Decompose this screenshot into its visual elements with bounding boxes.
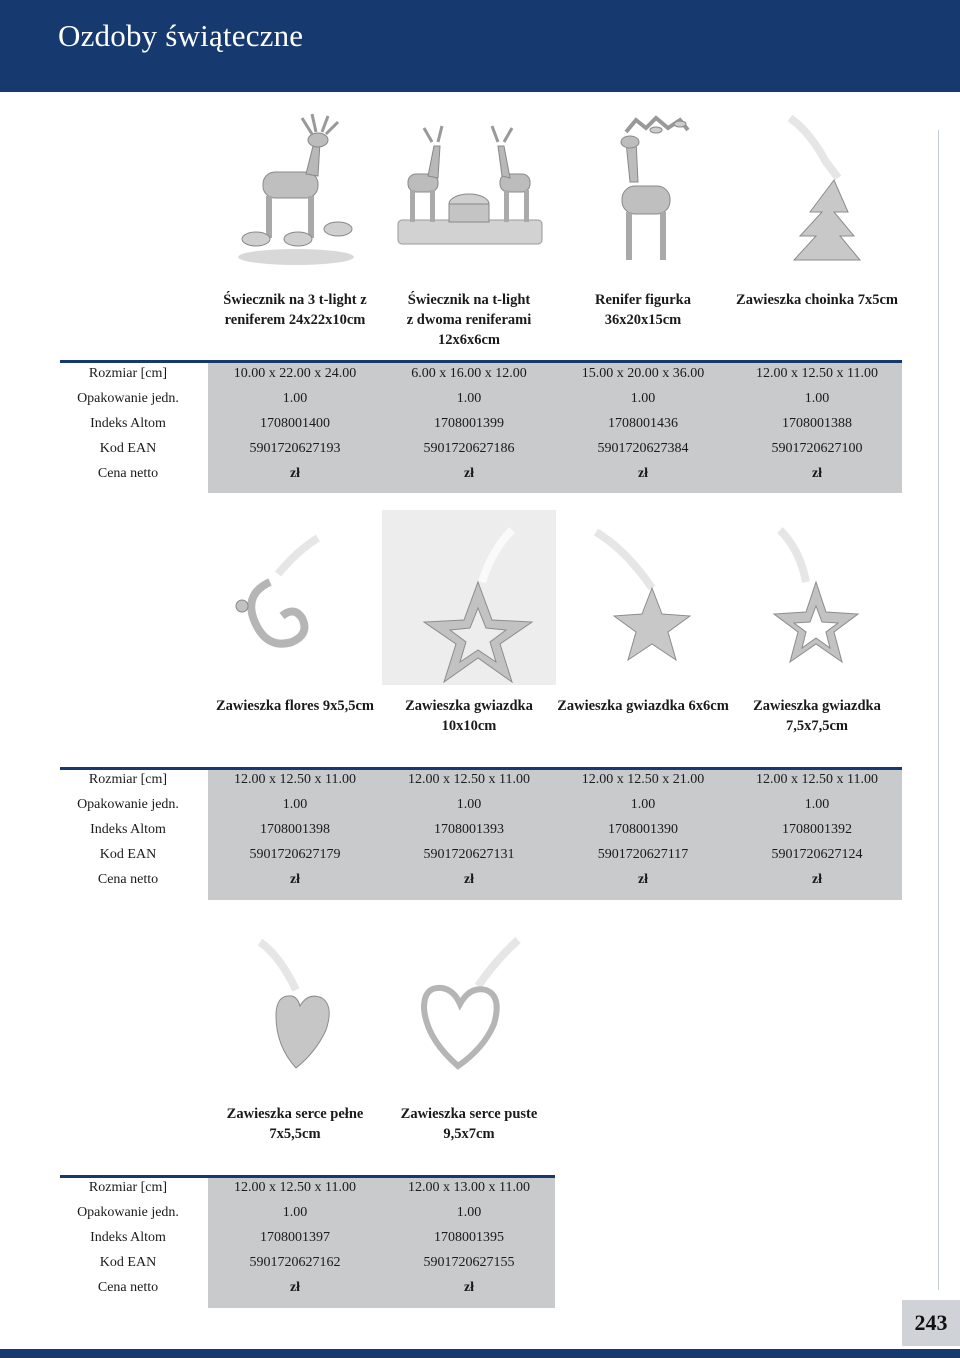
cell-index: 1708001398 bbox=[260, 822, 330, 837]
name-line: 10x10cm bbox=[441, 718, 497, 734]
cell-price: zł bbox=[463, 872, 475, 887]
product-name bbox=[556, 290, 730, 330]
cell-ean: 5901720627384 bbox=[597, 441, 689, 456]
label-ean: Kod EAN bbox=[99, 1255, 157, 1270]
cell-size: 10.00 x 22.00 x 24.00 bbox=[233, 366, 357, 381]
cell-index: 1708001390 bbox=[608, 822, 678, 837]
cell-index: 1708001436 bbox=[608, 416, 678, 431]
swirl-ornament-icon bbox=[208, 510, 382, 685]
page-title: Ozdoby świąteczne bbox=[58, 18, 304, 53]
name-line: Zawieszka flores 9x5,5cm bbox=[216, 698, 374, 714]
label-ean: Kod EAN bbox=[99, 847, 157, 862]
cell-index: 1708001399 bbox=[434, 416, 504, 431]
label-ean: Kod EAN bbox=[99, 441, 157, 456]
cell-index: 1708001392 bbox=[782, 822, 852, 837]
cell-size: 6.00 x 16.00 x 12.00 bbox=[411, 366, 527, 381]
product-name bbox=[208, 290, 382, 330]
cell-ean: 5901720627179 bbox=[249, 847, 341, 862]
cell-pack: 1.00 bbox=[282, 391, 308, 406]
label-size: Rozmiar [cm] bbox=[88, 366, 168, 381]
label-size: Rozmiar [cm] bbox=[88, 1180, 168, 1195]
product-name bbox=[556, 696, 730, 716]
name-line: reniferem 24x22x10cm bbox=[224, 312, 366, 328]
cell-size: 12.00 x 12.50 x 21.00 bbox=[581, 772, 705, 787]
name-line: Renifer figurka bbox=[595, 292, 691, 308]
product-name bbox=[730, 696, 904, 736]
label-price: Cena netto bbox=[97, 1280, 159, 1295]
cell-size: 12.00 x 12.50 x 11.00 bbox=[756, 772, 878, 787]
cell-pack: 1.00 bbox=[630, 391, 656, 406]
cell-ean: 5901720627131 bbox=[423, 847, 515, 862]
cell-ean: 5901720627155 bbox=[423, 1255, 515, 1270]
cell-pack: 1.00 bbox=[456, 1205, 482, 1220]
cell-index: 1708001400 bbox=[260, 416, 330, 431]
product-name bbox=[382, 696, 556, 736]
open-heart-ornament-icon bbox=[382, 920, 556, 1095]
solid-star-ornament-icon bbox=[556, 510, 730, 685]
page-header bbox=[0, 0, 960, 92]
cell-index: 1708001395 bbox=[434, 1230, 504, 1245]
cell-price: zł bbox=[289, 466, 301, 481]
product-name bbox=[208, 696, 382, 716]
cell-ean: 5901720627117 bbox=[597, 847, 689, 862]
cell-pack: 1.00 bbox=[456, 391, 482, 406]
name-line: Zawieszka serce pełne bbox=[226, 1106, 364, 1122]
label-index: Indeks Altom bbox=[90, 416, 166, 431]
footer-bar bbox=[0, 1349, 960, 1358]
name-line: Świecznik na t-light bbox=[407, 292, 531, 308]
cell-price: zł bbox=[637, 466, 649, 481]
name-line: 7,5x7,5cm bbox=[785, 718, 848, 734]
cell-ean: 5901720627124 bbox=[771, 847, 863, 862]
margin-rule bbox=[938, 130, 939, 1290]
open-star-ornament-icon bbox=[382, 510, 556, 685]
name-line: 7x5,5cm bbox=[269, 1126, 321, 1142]
label-pack: Opakowanie jedn. bbox=[77, 797, 179, 812]
name-line: Świecznik na 3 t-light z bbox=[223, 292, 367, 308]
cell-index: 1708001388 bbox=[782, 416, 852, 431]
cell-price: zł bbox=[811, 872, 823, 887]
cell-pack: 1.00 bbox=[456, 797, 482, 812]
product-name bbox=[730, 290, 904, 310]
table-rule bbox=[60, 360, 902, 363]
outline-star-ornament-icon bbox=[730, 510, 904, 685]
cell-pack: 1.00 bbox=[804, 797, 830, 812]
label-pack: Opakowanie jedn. bbox=[77, 391, 179, 406]
name-line: Zawieszka gwiazdka 6x6cm bbox=[557, 698, 729, 714]
cell-size: 12.00 x 12.50 x 11.00 bbox=[234, 772, 356, 787]
two-reindeer-candle-holder-icon bbox=[382, 112, 556, 287]
name-line: 12x6x6cm bbox=[437, 332, 500, 348]
name-line: 9,5x7cm bbox=[443, 1126, 495, 1142]
cell-ean: 5901720627186 bbox=[423, 441, 515, 456]
cell-index: 1708001397 bbox=[260, 1230, 330, 1245]
name-line: Zawieszka gwiazdka bbox=[753, 698, 881, 714]
label-pack: Opakowanie jedn. bbox=[77, 1205, 179, 1220]
cell-pack: 1.00 bbox=[282, 797, 308, 812]
cell-price: zł bbox=[289, 872, 301, 887]
cell-price: zł bbox=[463, 1280, 475, 1295]
label-price: Cena netto bbox=[97, 872, 159, 887]
name-line: Zawieszka gwiazdka bbox=[405, 698, 533, 714]
table-rule bbox=[60, 767, 902, 770]
label-size: Rozmiar [cm] bbox=[88, 772, 168, 787]
name-line: Zawieszka serce puste bbox=[400, 1106, 538, 1122]
cell-pack: 1.00 bbox=[282, 1205, 308, 1220]
cell-index: 1708001393 bbox=[434, 822, 504, 837]
cell-size: 12.00 x 12.50 x 11.00 bbox=[408, 772, 530, 787]
product-name bbox=[382, 290, 556, 350]
cell-ean: 5901720627162 bbox=[249, 1255, 341, 1270]
name-line: 36x20x15cm bbox=[604, 312, 682, 328]
table-rule bbox=[60, 1175, 555, 1178]
cell-price: zł bbox=[811, 466, 823, 481]
cell-size: 12.00 x 12.50 x 11.00 bbox=[234, 1180, 356, 1195]
label-price: Cena netto bbox=[97, 466, 159, 481]
cell-pack: 1.00 bbox=[630, 797, 656, 812]
solid-heart-ornament-icon bbox=[208, 920, 382, 1095]
cell-size: 12.00 x 13.00 x 11.00 bbox=[408, 1180, 530, 1195]
product-name bbox=[382, 1104, 556, 1144]
cell-size: 12.00 x 12.50 x 11.00 bbox=[756, 366, 878, 381]
cell-ean: 5901720627193 bbox=[249, 441, 341, 456]
name-line: Zawieszka choinka 7x5cm bbox=[736, 292, 898, 308]
tree-ornament-icon bbox=[730, 112, 904, 287]
cell-pack: 1.00 bbox=[804, 391, 830, 406]
cell-price: zł bbox=[289, 1280, 301, 1295]
cell-price: zł bbox=[463, 466, 475, 481]
name-line: z dwoma reniferami bbox=[406, 312, 532, 328]
product-name bbox=[208, 1104, 382, 1144]
label-index: Indeks Altom bbox=[90, 822, 166, 837]
cell-price: zł bbox=[637, 872, 649, 887]
page-number: 243 bbox=[902, 1300, 960, 1346]
reindeer-candle-holder-icon bbox=[208, 112, 382, 287]
reindeer-figurine-icon bbox=[556, 112, 730, 287]
cell-size: 15.00 x 20.00 x 36.00 bbox=[581, 366, 705, 381]
label-index: Indeks Altom bbox=[90, 1230, 166, 1245]
cell-ean: 5901720627100 bbox=[771, 441, 863, 456]
